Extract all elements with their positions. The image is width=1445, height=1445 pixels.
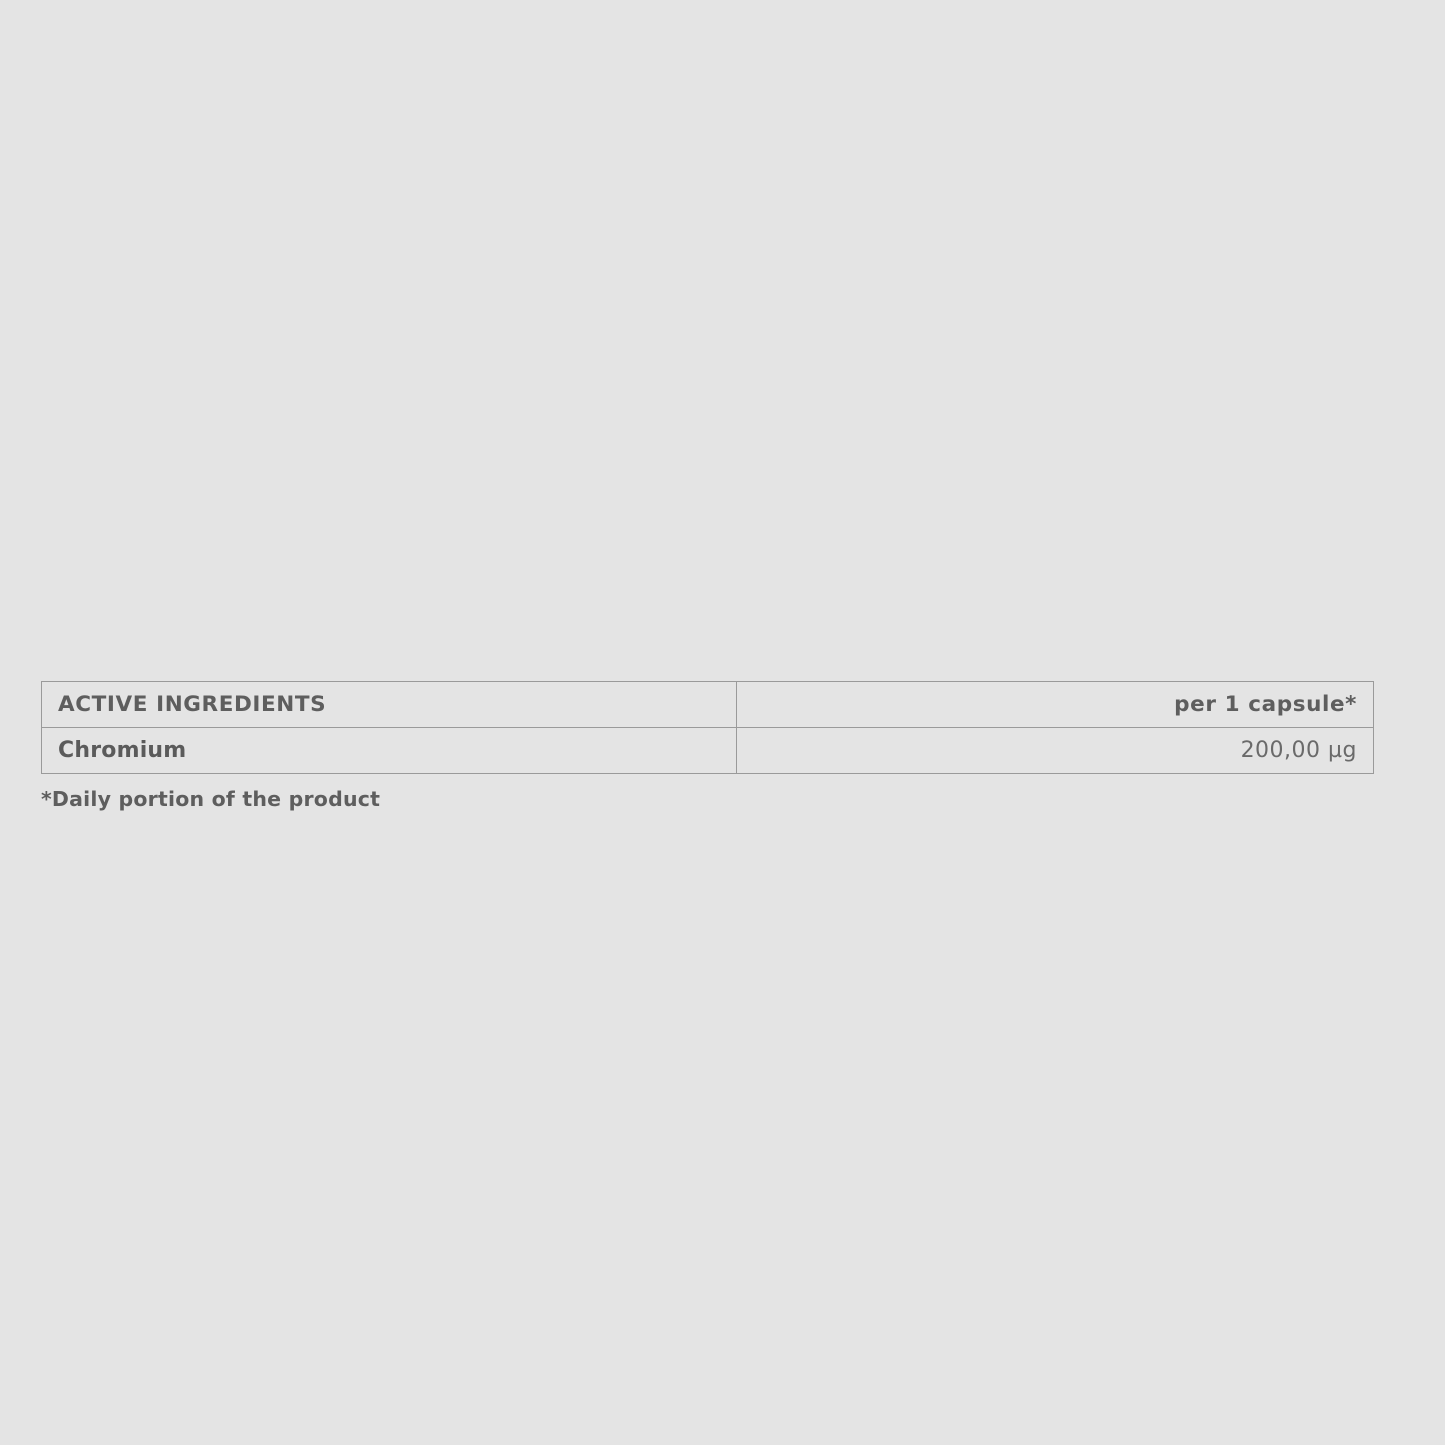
table-header-serving: per 1 capsule* (737, 682, 1374, 728)
table-row (42, 728, 1374, 774)
table-header-ingredients: ACTIVE INGREDIENTS (42, 682, 737, 728)
nutrition-facts-block (41, 681, 1374, 811)
ingredient-amount: 200,00 µg (737, 728, 1374, 774)
table-footnote: *Daily portion of the product (41, 787, 381, 811)
ingredient-name: Chromium (42, 728, 737, 774)
table-body (42, 682, 1374, 774)
table-header-row (42, 682, 1374, 728)
active-ingredients-table (41, 681, 1374, 774)
